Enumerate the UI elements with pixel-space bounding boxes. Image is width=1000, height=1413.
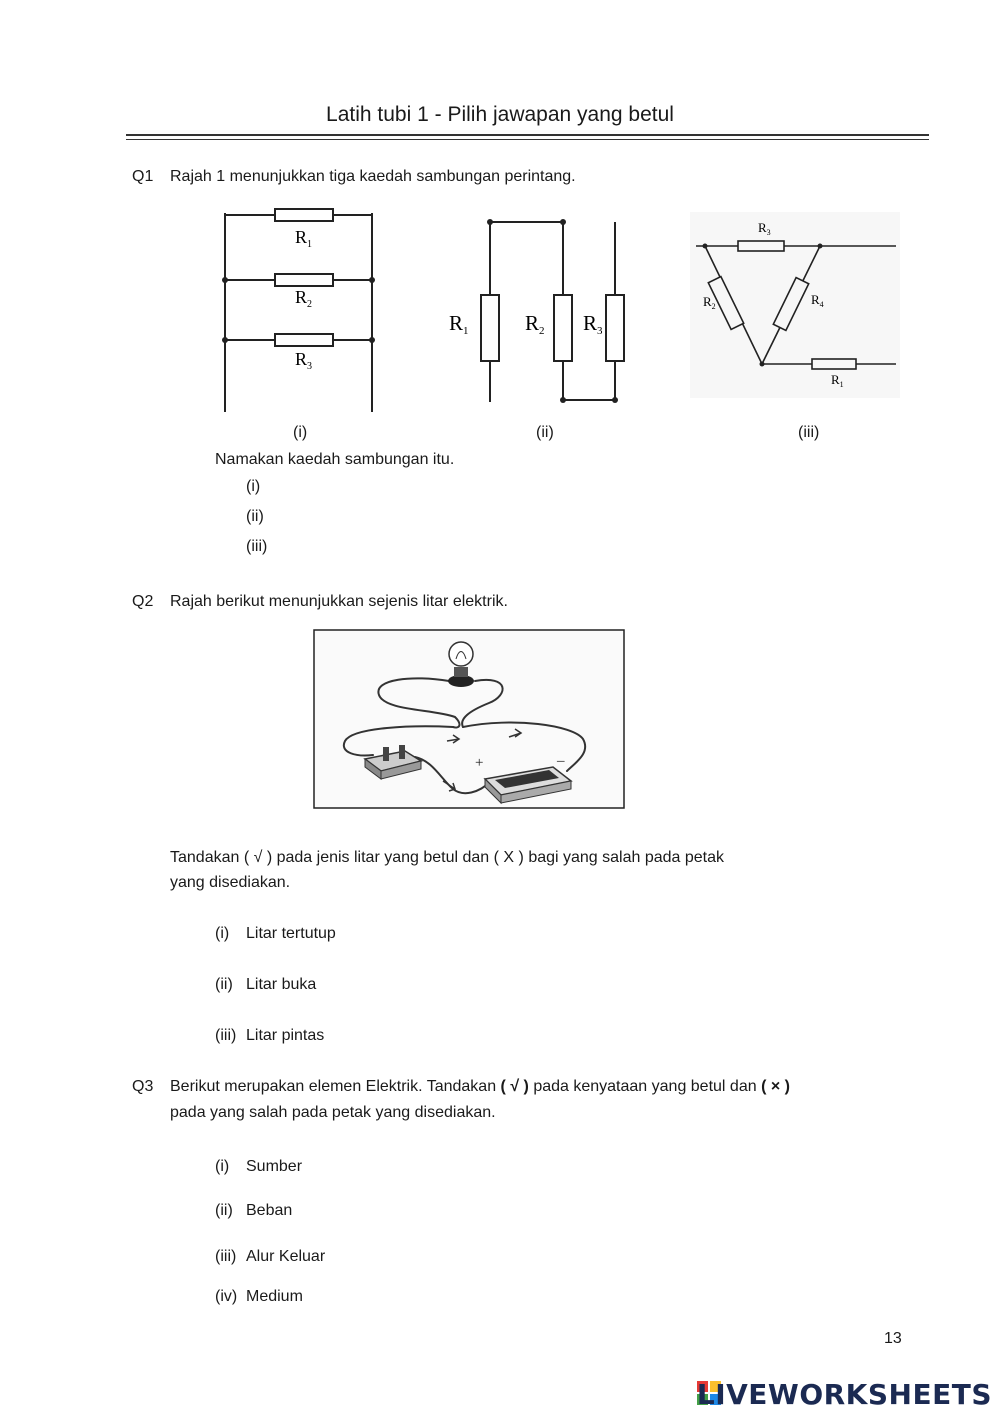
q3-option-num: (i) [215,1158,230,1175]
q3-text-line1: Berikut merupakan elemen Elektrik. Tandakan ( √ ) pada kenyataan yang betul dan ( × ) [170,1078,790,1095]
q3-option-alur-keluar[interactable]: Alur Keluar [246,1248,326,1265]
q3-text-line2: pada yang salah pada petak yang disediakan. [170,1104,496,1121]
label-r2: $R_2$ [295,287,313,310]
brand-wordmark[interactable]: LIVEWORKSHEETS [696,1378,992,1411]
label-r2: $R_2$ [703,294,716,311]
q1-answer-iii[interactable]: (iii) [246,538,268,555]
title-rule-thick [126,134,929,136]
q2-option-closed-circuit[interactable]: Litar tertutup [246,925,336,942]
diagram-mixed-circuit [690,212,902,398]
plus-sign: + [475,755,484,771]
title-rule-thin [126,139,929,140]
page-number: 13 [884,1330,902,1347]
q3-option-medium[interactable]: Medium [246,1288,303,1305]
label-r1: R1 [449,311,469,337]
q3-option-num: (ii) [215,1202,233,1219]
label-r1: $R_1$ [831,372,844,389]
question-number-q3: Q3 [132,1078,154,1095]
diagram-series-circuit [445,210,640,410]
q3-option-num: (iv) [215,1288,238,1305]
q2-text: Rajah berikut menunjukkan sejenis litar elektrik. [170,593,508,610]
question-number-q1: Q1 [132,168,154,185]
q1-text: Rajah 1 menunjukkan tiga kaedah sambungan perintang. [170,168,576,185]
q2-option-short-circuit[interactable]: Litar pintas [246,1027,325,1044]
circuit-photo [313,629,625,809]
page-title: Latih tubi 1 - Pilih jawapan yang betul [326,103,674,126]
q3-option-sumber[interactable]: Sumber [246,1158,303,1175]
label-r1: $R_1$ [295,227,313,250]
minus-sign: – [557,753,565,769]
q1-instruction: Namakan kaedah sambungan itu. [215,451,455,468]
figure-caption-ii: (ii) [536,424,554,441]
q2-instruction-line2: yang disediakan. [170,874,291,891]
label-r3: $R_3$ [758,220,771,237]
q3-option-num: (iii) [215,1248,237,1265]
diagram-parallel-circuit [215,205,385,417]
q1-answer-i[interactable]: (i) [246,478,261,495]
q2-option-num: (i) [215,925,230,942]
label-r3: $R_3$ [295,349,313,372]
q2-instruction-line1: Tandakan ( √ ) pada jenis litar yang betul dan ( X ) bagi yang salah pada petak [170,849,725,866]
q2-option-open-circuit[interactable]: Litar buka [246,976,317,993]
q2-option-num: (ii) [215,976,233,993]
question-number-q2: Q2 [132,593,154,610]
label-r4: $R_4$ [811,292,824,309]
label-r2: R2 [525,311,545,337]
figure-caption-iii: (iii) [798,424,820,441]
q1-answer-ii[interactable]: (ii) [246,508,264,525]
q2-option-num: (iii) [215,1027,237,1044]
label-r3: R3 [583,311,603,337]
figure-caption-i: (i) [293,424,308,441]
q3-option-beban[interactable]: Beban [246,1202,293,1219]
